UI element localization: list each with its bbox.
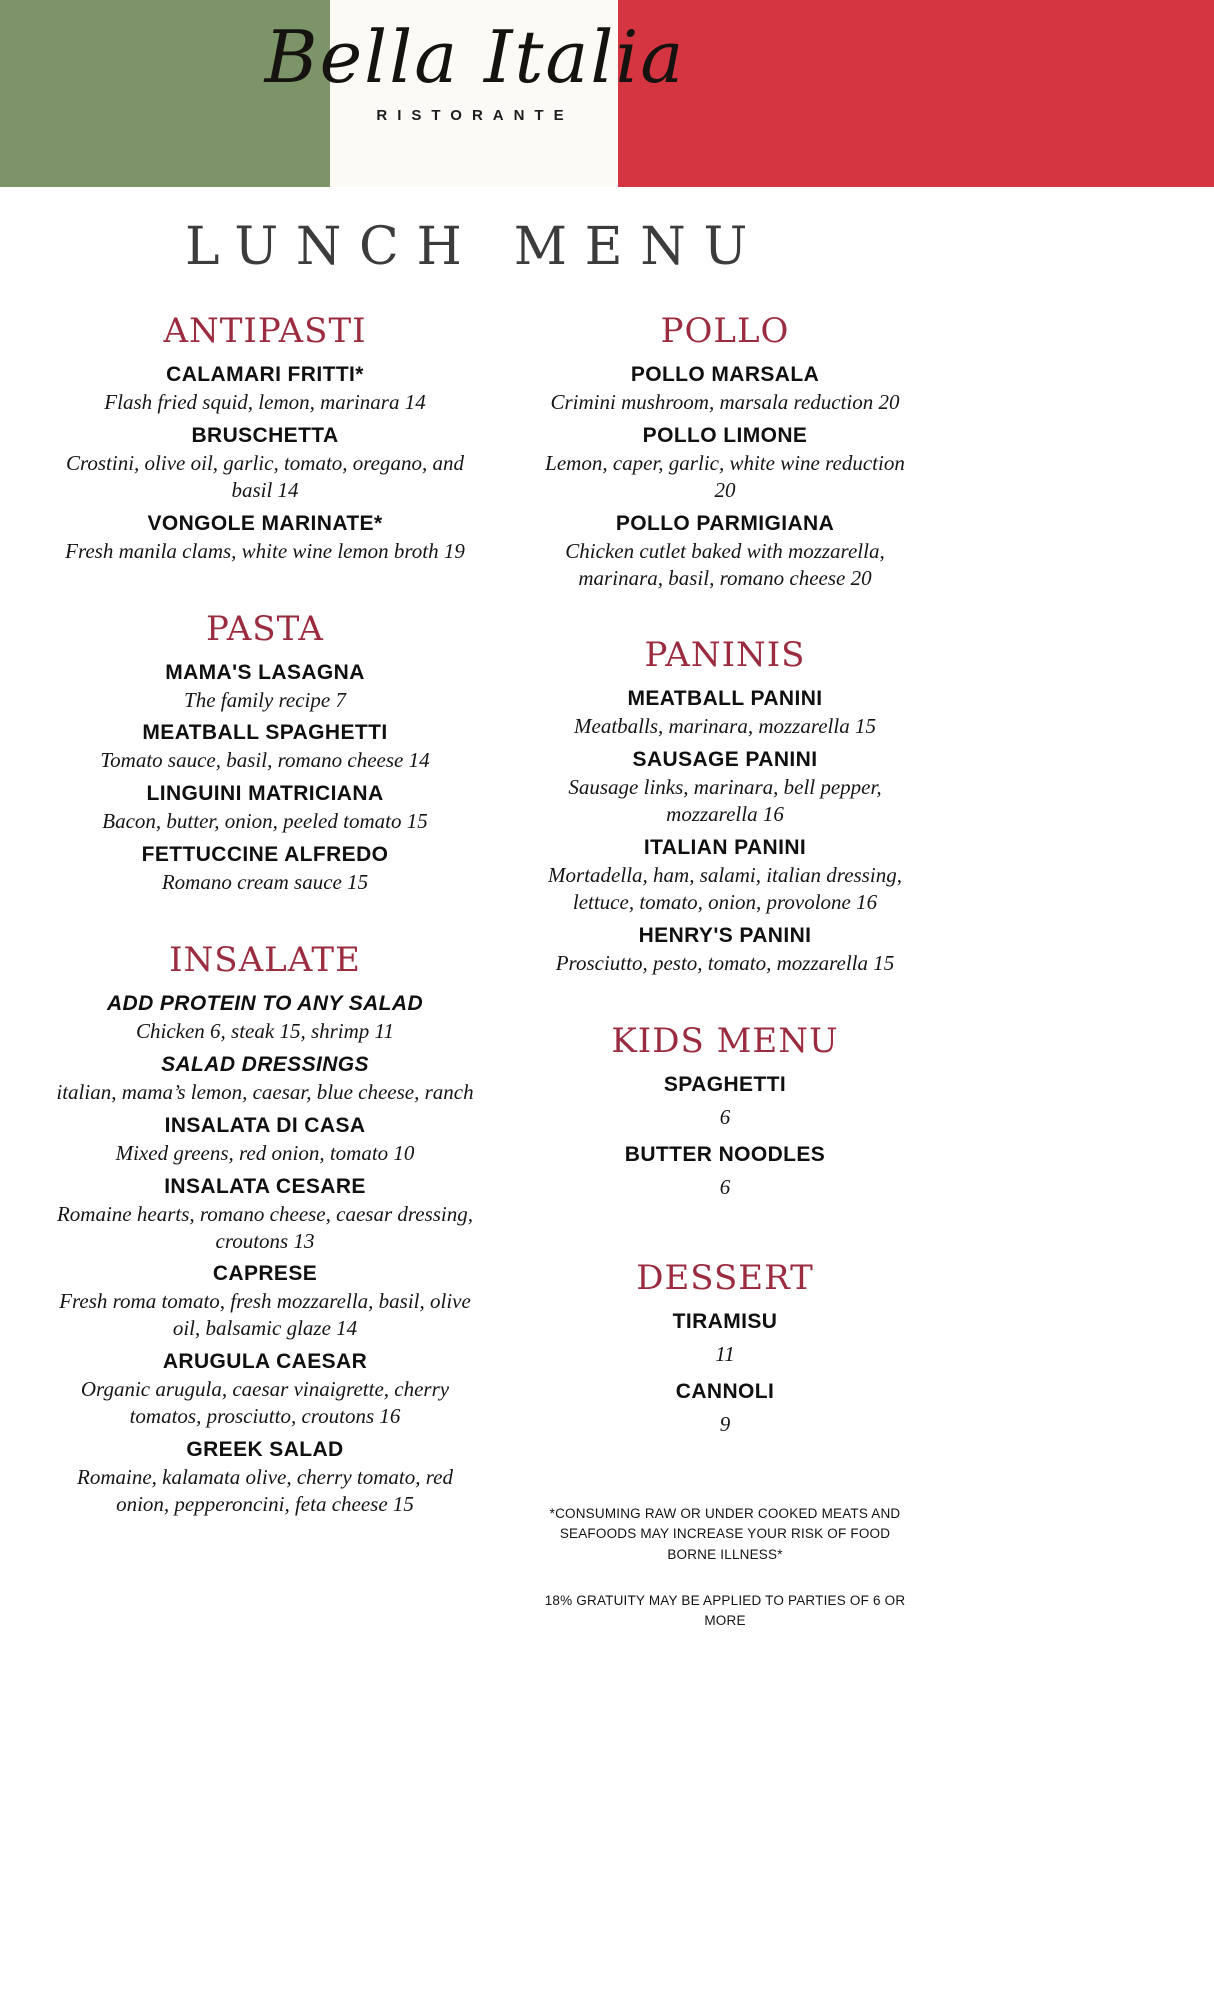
menu-item bbox=[50, 512, 480, 565]
item-desc: Romaine hearts, romano cheese, caesar dressing, croutons 13 bbox=[56, 1201, 474, 1253]
item-name: VONGOLE MARINATE* bbox=[147, 511, 383, 535]
item-desc: The family recipe 7 bbox=[184, 687, 346, 712]
section-title-pasta: PASTA bbox=[206, 608, 324, 649]
item-desc: Flash fried squid, lemon, marinara 14 bbox=[104, 390, 426, 414]
item-name: CAPRESE bbox=[212, 1262, 318, 1286]
item-name: POLLO MARSALA bbox=[630, 363, 820, 386]
logo-subtitle: RISTORANTE bbox=[376, 107, 574, 125]
item-name: MEATBALL PANINI bbox=[627, 687, 823, 711]
menu-section-kids bbox=[535, 1021, 915, 1201]
menu-item bbox=[50, 1350, 480, 1430]
menu-item bbox=[50, 782, 480, 835]
menu-section-paninis bbox=[535, 635, 915, 976]
item-desc: Fresh roma tomato, fresh mozzarella, basil, olive oil, balsamic glaze 14 bbox=[59, 1289, 471, 1341]
item-desc: Organic arugula, caesar vinaigrette, cherry tomatos, prosciutto, croutons 16 bbox=[80, 1377, 450, 1428]
item-desc: Crimini mushroom, marsala reduction 20 bbox=[550, 390, 900, 414]
item-desc: 6 bbox=[719, 1174, 731, 1199]
menu-item bbox=[535, 836, 915, 916]
item-desc: Bacon, butter, onion, peeled tomato 15 bbox=[102, 809, 428, 834]
menu-item bbox=[535, 363, 915, 416]
item-desc: italian, mama’s lemon, caesar, blue cheese, ranch bbox=[56, 1079, 474, 1104]
menu-item bbox=[50, 1262, 480, 1342]
menu-item bbox=[535, 1073, 915, 1131]
menu-item bbox=[535, 1143, 915, 1201]
item-desc: Mortadella, ham, salami, italian dressing, lettuce, tomato, onion, provolone 16 bbox=[548, 863, 902, 914]
item-desc: Crostini, olive oil, garlic, tomato, oregano, and basil 14 bbox=[65, 450, 464, 502]
logo-script-text: Bella Italia bbox=[264, 15, 686, 99]
menu-section-insalate bbox=[50, 940, 480, 1518]
item-name: HENRY'S PANINI bbox=[638, 923, 812, 947]
item-name: SAUSAGE PANINI bbox=[632, 748, 818, 772]
menu-column-left bbox=[50, 311, 480, 1562]
item-name: POLLO LIMONE bbox=[642, 423, 808, 447]
item-name: GREEK SALAD bbox=[186, 1437, 344, 1461]
item-desc: Meatballs, marinara, mozzarella 15 bbox=[574, 714, 876, 739]
item-name: SALAD DRESSINGS bbox=[161, 1052, 369, 1076]
menu-item bbox=[50, 843, 480, 896]
menu-item bbox=[535, 748, 915, 828]
menu-item bbox=[50, 1114, 480, 1167]
menu-section-pollo bbox=[535, 311, 915, 591]
item-name: INSALATA DI CASA bbox=[164, 1113, 366, 1137]
menu-item bbox=[50, 661, 480, 714]
footnote-raw-food-warning: *CONSUMING RAW OR UNDER COOKED MEATS AND SEAFOODS MAY INCREASE YOUR RISK OF FOOD BORNE ILLNESS* bbox=[549, 1506, 901, 1562]
menu-item bbox=[535, 924, 915, 977]
page-title: LUNCH MENU bbox=[184, 217, 765, 277]
menu-section-pasta bbox=[50, 609, 480, 897]
item-name: LINGUINI MATRICIANA bbox=[146, 782, 384, 806]
item-name: POLLO PARMIGIANA bbox=[615, 511, 835, 535]
section-title-dessert: DESSERT bbox=[636, 1258, 814, 1299]
item-name: INSALATA CESARE bbox=[164, 1174, 366, 1198]
item-desc: Chicken cutlet baked with mozzarella, marinara, basil, romano cheese 20 bbox=[565, 538, 885, 590]
item-desc: Romano cream sauce 15 bbox=[161, 870, 369, 895]
menu-item bbox=[535, 1380, 915, 1438]
item-name: ITALIAN PANINI bbox=[643, 836, 807, 859]
item-name: BUTTER NOODLES bbox=[624, 1142, 826, 1166]
footnotes bbox=[535, 1504, 915, 1631]
section-title-pollo: POLLO bbox=[660, 311, 790, 351]
item-desc: Lemon, caper, garlic, white wine reduction 20 bbox=[545, 450, 905, 502]
menu-section-antipasti bbox=[50, 311, 480, 565]
item-desc: Sausage links, marinara, bell pepper, mozzarella 16 bbox=[568, 775, 882, 827]
menu-item bbox=[50, 424, 480, 504]
item-desc: Tomato sauce, basil, romano cheese 14 bbox=[100, 748, 430, 773]
item-name: SPAGHETTI bbox=[663, 1072, 787, 1096]
menu-item bbox=[50, 1438, 480, 1518]
menu-item bbox=[535, 512, 915, 592]
item-desc: Chicken 6, steak 15, shrimp 11 bbox=[136, 1019, 394, 1043]
item-desc: Mixed greens, red onion, tomato 10 bbox=[115, 1140, 415, 1165]
item-desc: 11 bbox=[715, 1342, 735, 1367]
section-title-kids: KIDS MENU bbox=[611, 1020, 839, 1061]
menu-item bbox=[50, 363, 480, 416]
restaurant-logo bbox=[200, 15, 750, 125]
item-name: MAMA'S LASAGNA bbox=[165, 660, 365, 684]
section-title-paninis: PANINIS bbox=[644, 635, 806, 676]
menu-item bbox=[535, 424, 915, 504]
item-name: ADD PROTEIN TO ANY SALAD bbox=[106, 992, 424, 1015]
section-title-insalate: INSALATE bbox=[169, 940, 361, 980]
item-name: FETTUCCINE ALFREDO bbox=[141, 843, 389, 867]
item-desc: Prosciutto, pesto, tomato, mozzarella 15 bbox=[555, 950, 895, 975]
menu-columns bbox=[50, 311, 1214, 1631]
section-title-antipasti: ANTIPASTI bbox=[163, 311, 367, 351]
menu-item bbox=[50, 992, 480, 1045]
item-name: ARUGULA CAESAR bbox=[162, 1350, 368, 1374]
item-desc: Romaine, kalamata olive, cherry tomato, red onion, pepperoncini, feta cheese 15 bbox=[77, 1464, 453, 1516]
menu-column-right bbox=[535, 311, 915, 1631]
item-name: CALAMARI FRITTI* bbox=[166, 363, 364, 386]
item-name: CANNOLI bbox=[675, 1380, 775, 1404]
item-name: MEATBALL SPAGHETTI bbox=[142, 721, 388, 745]
item-desc: 9 bbox=[719, 1412, 731, 1437]
menu-item bbox=[535, 1310, 915, 1368]
menu-item bbox=[50, 721, 480, 774]
item-name: BRUSCHETTA bbox=[191, 423, 339, 447]
item-desc: Fresh manila clams, white wine lemon broth 19 bbox=[65, 538, 465, 563]
footnote-gratuity-notice: 18% GRATUITY MAY BE APPLIED TO PARTIES OF 6 OR MORE bbox=[544, 1592, 906, 1629]
menu-item bbox=[50, 1175, 480, 1255]
flag-banner bbox=[0, 0, 1214, 187]
item-desc: 6 bbox=[719, 1104, 731, 1129]
menu-section-dessert bbox=[535, 1258, 915, 1438]
menu-item bbox=[535, 687, 915, 740]
item-name: TIRAMISU bbox=[672, 1310, 778, 1334]
menu-item bbox=[50, 1053, 480, 1106]
menu-column-right-sections bbox=[535, 311, 915, 1438]
